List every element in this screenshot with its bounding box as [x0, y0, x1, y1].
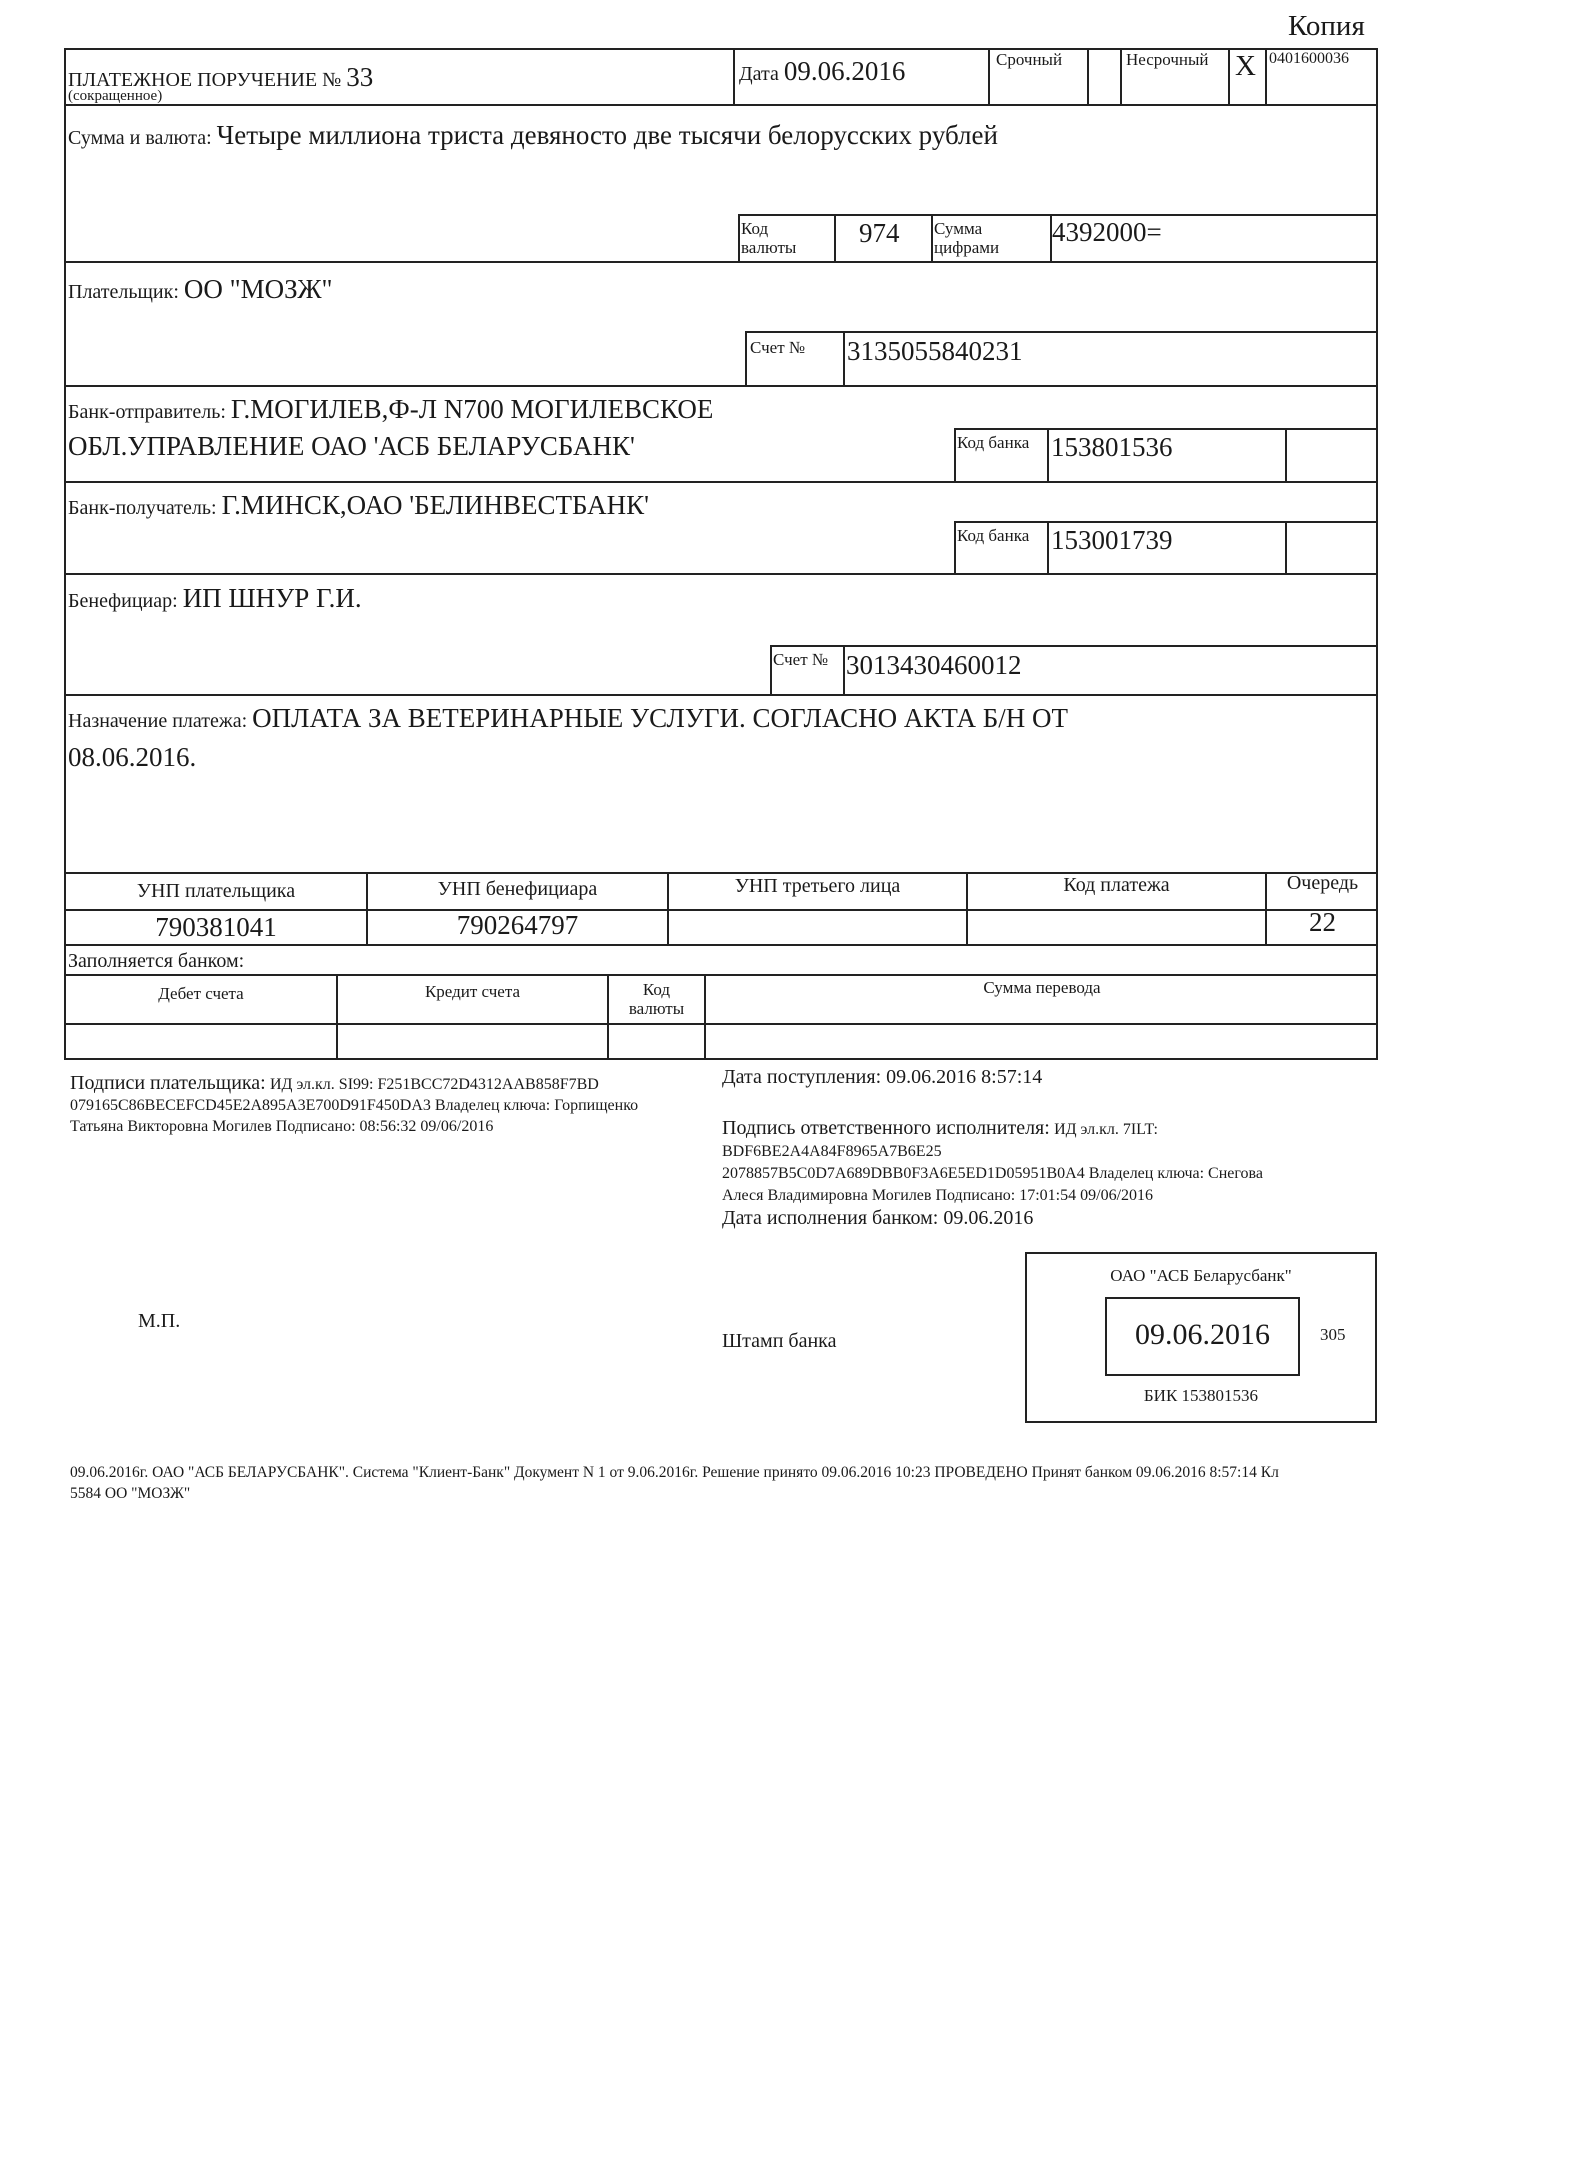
footer-line1: 09.06.2016г. ОАО "АСБ БЕЛАРУСБАНК". Система "Клиент-Банк" Документ N 1 от 9.06.2016г. Решение принято 09.06.2016 10:23 ПРОВЕДЕНО Принят банком 09.06.2016 8:57:14 Кл	[70, 1464, 1279, 1481]
beneficiary-section	[68, 583, 362, 614]
sender-bank-code-label: Код банка	[957, 433, 1030, 452]
unp-header-third-party: УНП третьего лица	[734, 875, 901, 897]
stamp-number: 305	[1320, 1325, 1346, 1344]
received-date: Дата поступления: 09.06.2016 8:57:14	[722, 1066, 1043, 1088]
debit-account-header: Дебет счета	[158, 984, 244, 1003]
purpose-section	[68, 700, 1068, 778]
executor-signature: Подпись ответственного исполнителя: ИД эл.кл. 7ILT: BDF6BE2A4A84F8965A7B6E25 2078857B5C0D7A689DBB0F3A6E5ED1D05951B0A4 Владелец ключа: Снегова Алеся Владимировна Могилев Подписано: 17:01:54 09/06/2016	[722, 1117, 1263, 1204]
amount-section	[68, 120, 998, 151]
receiver-bank-name: Г.МИНСК,ОАО 'БЕЛИНВЕСТБАНК'	[221, 490, 650, 520]
payer-signature-label: Подписи плательщика:	[70, 1072, 266, 1094]
unp-header-payer: УНП плательщика	[136, 880, 296, 902]
beneficiary-name: ИП ШНУР Г.И.	[182, 583, 362, 613]
footer-line2: 5584 ОО "МОЗЖ"	[70, 1485, 191, 1502]
payer-account-label: Счет №	[750, 338, 806, 357]
credit-account-header: Кредит счета	[424, 982, 521, 1001]
purpose-label: Назначение платежа:	[68, 710, 248, 732]
receiver-bank-code-label: Код банка	[957, 526, 1030, 545]
amount-label: Сумма и валюта:	[68, 127, 212, 149]
beneficiary-label: Бенефициар:	[68, 590, 178, 612]
payment-queue: 22	[1309, 907, 1336, 937]
beneficiary-account-label: Счет №	[773, 650, 829, 669]
unp-header-beneficiary: УНП бенефициара	[437, 878, 598, 900]
stamp-bik: БИК 153801536	[1143, 1386, 1259, 1405]
form-code: 0401600036	[1269, 50, 1349, 67]
sender-bank-line1: Г.МОГИЛЕВ,Ф-Л N700 МОГИЛЕВСКОЕ	[230, 394, 714, 424]
bank-stamp-label: Штамп банка	[722, 1330, 837, 1352]
document-number: 33	[346, 62, 374, 92]
receiver-bank-code: 153001739	[1051, 525, 1173, 555]
document-subtitle: (сокращенное)	[68, 88, 163, 104]
executor-signature-label: Подпись ответственного исполнителя:	[722, 1117, 1050, 1139]
stamp-date: 09.06.2016	[1135, 1318, 1270, 1351]
currency-code: 974	[859, 218, 900, 248]
beneficiary-account: 3013430460012	[846, 650, 1022, 680]
unp-payer: 790381041	[155, 912, 277, 942]
payer-signatures: Подписи плательщика: ИД эл.кл. SI99: F251BCC72D4312AAB858F7BD 079165C86BECEFCD45E2A895A3E700D91F450DA3 Владелец ключа: Горпищенко Татьяна Викторовна Могилев Подписано: 08:56:32 09/06/2016	[70, 1072, 639, 1135]
footer-note	[70, 1462, 1279, 1504]
bank-fill-label: Заполняется банком:	[68, 950, 245, 972]
unp-header-queue: Очередь	[1286, 872, 1359, 894]
nonurgent-label: Несрочный	[1126, 50, 1209, 69]
document-date: Дата 09.06.2016	[739, 56, 906, 86]
currency-code-label: Код валюты	[741, 219, 797, 257]
payer-section	[68, 274, 333, 305]
sum-digits-label: Сумма цифрами	[934, 219, 1000, 257]
sum-digits: 4392000=	[1052, 217, 1162, 247]
sender-bank-code: 153801536	[1051, 432, 1173, 462]
purpose-line2: 08.06.2016.	[68, 742, 197, 772]
purpose-line1: ОПЛАТА ЗА ВЕТЕРИНАРНЫЕ УСЛУГИ. СОГЛАСНО АКТА Б/Н ОТ	[252, 703, 1068, 733]
amount-in-words: Четыре миллиона триста девяносто две тысячи белорусских рублей	[216, 120, 998, 150]
unp-beneficiary: 790264797	[456, 910, 579, 940]
unp-header-payment-code: Код платежа	[1063, 874, 1170, 896]
transfer-amount-header: Сумма перевода	[983, 978, 1101, 997]
document-title: ПЛАТЕЖНОЕ ПОРУЧЕНИЕ № 33	[68, 62, 374, 92]
payer-name: ОО "МОЗЖ"	[183, 274, 333, 304]
payer-account: 3135055840231	[847, 336, 1023, 366]
currency-code-header: Код валюты	[628, 980, 685, 1018]
receiver-bank-label: Банк-получатель:	[68, 497, 217, 519]
stamp-bank-name: ОАО "АСБ Беларусбанк"	[1110, 1266, 1292, 1285]
receiver-bank-section	[68, 490, 649, 521]
payer-label: Плательщик:	[68, 281, 179, 303]
sender-bank-section	[68, 392, 713, 466]
execution-date: Дата исполнения банком: 09.06.2016	[722, 1207, 1034, 1229]
urgent-label: Срочный	[996, 50, 1063, 69]
sender-bank-label: Банк-отправитель:	[68, 401, 226, 423]
mp-label: М.П.	[138, 1310, 181, 1332]
sender-bank-line2: ОБЛ.УПРАВЛЕНИЕ ОАО 'АСБ БЕЛАРУСБАНК'	[68, 431, 635, 461]
nonurgent-mark: X	[1235, 50, 1256, 82]
copy-label: Копия	[1288, 10, 1365, 42]
